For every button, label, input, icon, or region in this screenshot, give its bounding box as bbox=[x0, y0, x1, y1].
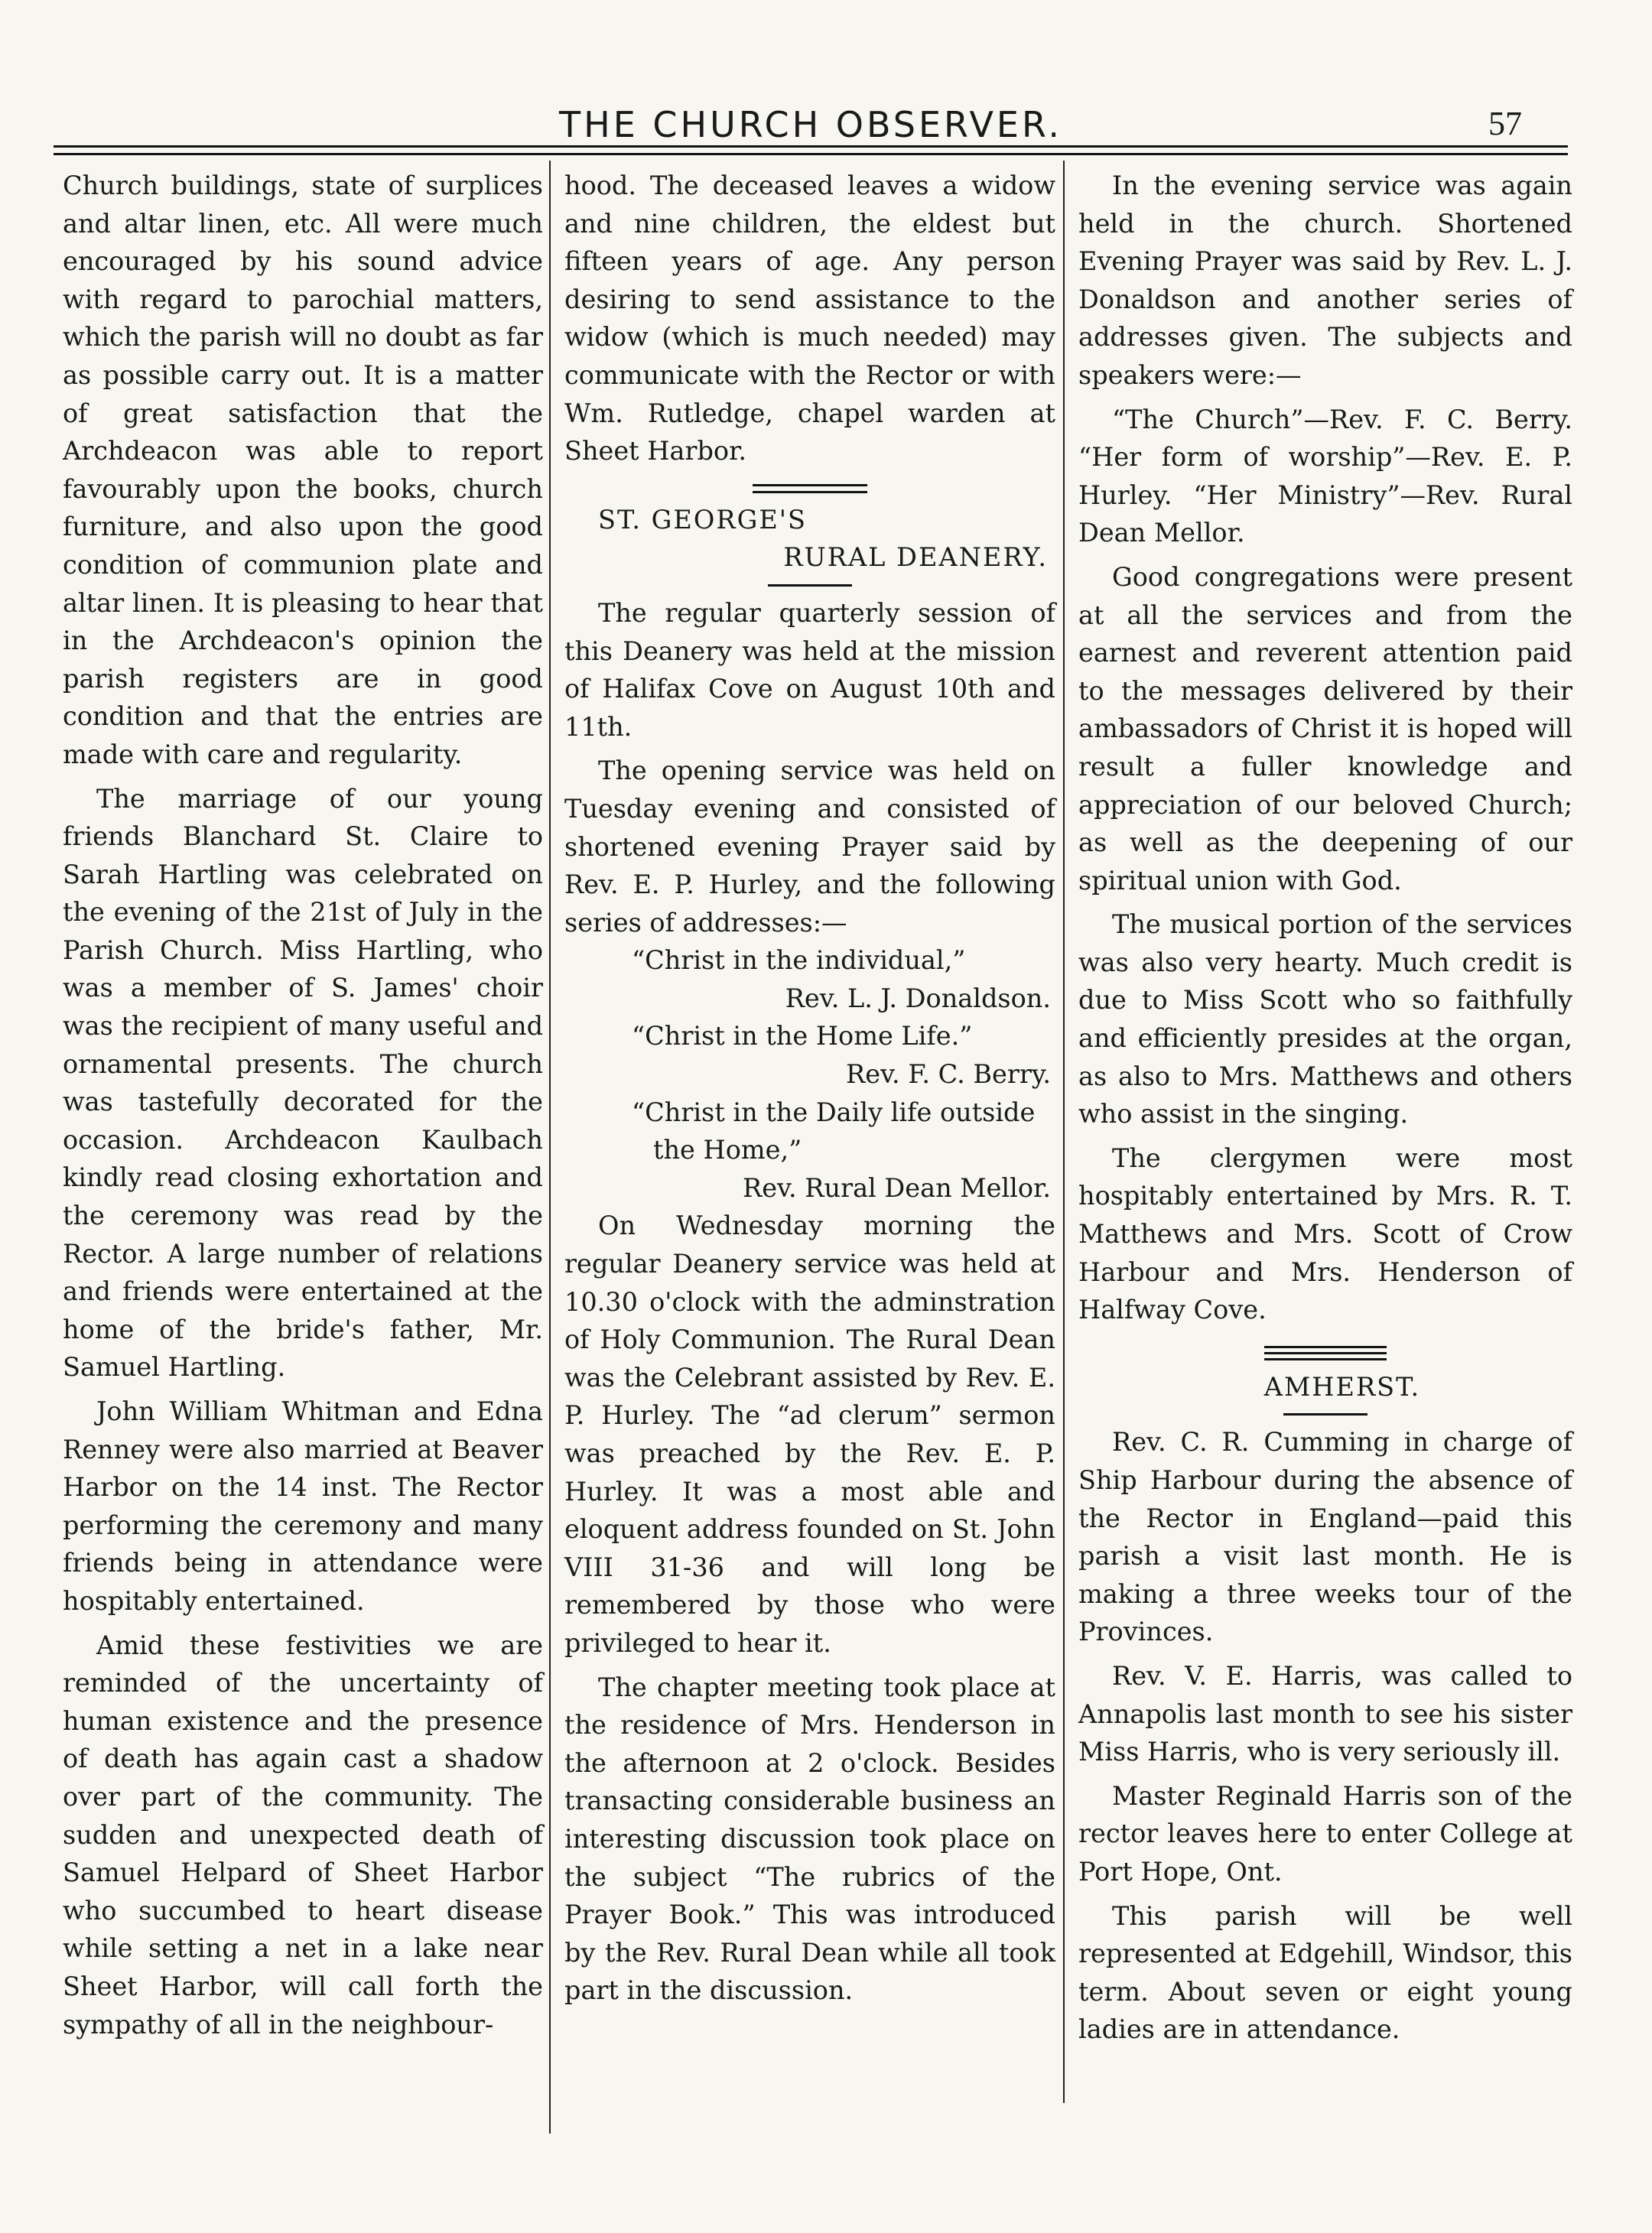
article-paragraph: Rev. C. R. Cumming in charge of Ship Harbour during the absence of the Rector in England—paid this parish a visit last month. He is making a three weeks tour of the Provinces. bbox=[1078, 1427, 1572, 1647]
masthead-rule-top bbox=[54, 145, 1568, 148]
article-paragraph: The clergymen were most hospitably entertained by Mrs. R. T. Matthews and Mrs. Scott of Crow Harbour and Mrs. Henderson of Halfway Cove. bbox=[1078, 1143, 1572, 1325]
article-paragraph: This parish will be well represented at Edgehill, Windsor, this term. About seven or eight young ladies are in attendance. bbox=[1078, 1900, 1572, 2045]
column-1 bbox=[63, 167, 543, 2043]
column-divider-2 bbox=[1063, 161, 1065, 2103]
masthead bbox=[54, 99, 1568, 161]
article-paragraph: Master Reginald Harris son of the rector leaves here to enter College at Port Hope, Ont. bbox=[1078, 1780, 1572, 1887]
section-heading-line-2: RURAL DEANERY. bbox=[783, 542, 1048, 573]
article-paragraph: On Wednesday morning the regular Deanery service was held at 10.30 o'clock with the adminstration of Holy Communion. The Rural Dean was the Celebrant assisted by Rev. E. P. Hurley. The “ad clerum” sermon was preached by the Rev. E. P. Hurley. It was a most able and eloquent address founded on St. John VIII 31-36 and will long be remembered by those who were privileged to hear it. bbox=[564, 1211, 1055, 1658]
address-speaker: Rev. Rural Dean Mellor. bbox=[742, 1172, 1051, 1203]
column-divider-1 bbox=[549, 161, 551, 2134]
article-paragraph: The marriage of our young friends Blanchard St. Claire to Sarah Hartling was celebrated on the evening of the 21st of July in the Parish Church. Miss Hartling, who was a member of S. James' choir was the recipient of many useful and ornamental presents. The church was tastefully decorated for the occasion. Archdeacon Kaulbach kindly read closing exhortation and the ceremony was read by the Rector. A large number of relations and friends were entertained at the home of the bride's father, Mr. Samuel Hartling. bbox=[63, 783, 544, 1383]
heading-rule bbox=[1283, 1413, 1367, 1416]
publication-title: THE CHURCH OBSERVER. bbox=[559, 104, 1062, 145]
address-speaker: Rev. F. C. Berry. bbox=[846, 1059, 1051, 1090]
address-title: “Christ in the individual,” bbox=[632, 945, 966, 976]
article-paragraph: Church buildings, state of surplices and altar linen, etc. All were much encouraged by his sound advice with regard to parochial matters, which the parish will no doubt as far as possible carry out. It is a matter of great satisfaction that the Archdeacon was able to report favourably upon the books, church furniture, and also upon the good condition of communion plate and altar linen. It is pleasing to hear that in the Archdeacon's opinion the parish registers are in good condition and that the entries are made with care and regularity. bbox=[63, 171, 543, 769]
section-separator bbox=[753, 484, 867, 493]
address-title-continued: the Home,” bbox=[653, 1135, 802, 1165]
address-title: “Christ in the Home Life.” bbox=[632, 1021, 973, 1051]
article-paragraph: The opening service was held on Tuesday evening and consisted of shortened evening Prayer said by Rev. E. P. Hurley, and the following series of addresses:— bbox=[564, 756, 1055, 938]
address-speaker: Rev. L. J. Donaldson. bbox=[785, 983, 1051, 1013]
article-paragraph: Good congregations were present at all the services and from the earnest and reverent attention paid to the messages delivered by their ambassadors of Christ it is hoped will result a fuller knowledge and appreciation of our beloved Church; as well as the deepening of our spiritual union with God. bbox=[1078, 561, 1572, 895]
article-paragraph: Amid these festivities we are reminded of the uncertainty of human existence and the presence of death has again cast a shadow over part of the community. The sudden and unexpected death of Samuel Helpard of Sheet Harbor who succumbed to heart disease while setting a net in a lake near Sheet Harbor, will call forth the sympathy of all in the neighbour- bbox=[63, 1630, 543, 2040]
page-number: 57 bbox=[1488, 105, 1522, 142]
article-paragraph: John William Whitman and Edna Renney were also married at Beaver Harbor on the 14 inst. The Rector performing the ceremony and many friends being in attendance were hospitably entertained. bbox=[63, 1396, 543, 1616]
column-2 bbox=[564, 167, 1055, 2010]
article-paragraph: The regular quarterly session of this Deanery was held at the mission of Halifax Cove on August 10th and 11th. bbox=[564, 597, 1055, 742]
article-paragraph: Rev. V. E. Harris, was called to Annapolis last month to see his sister Miss Harris, who is very seriously ill. bbox=[1078, 1660, 1572, 1767]
masthead-rule-bottom bbox=[54, 153, 1568, 155]
article-paragraph: In the evening service was again held in the church. Shortened Evening Prayer was said by Rev. L. J. Donaldson and another series of addresses given. The subjects and speakers were:— bbox=[1078, 171, 1572, 390]
article-paragraph: The musical portion of the services was also very hearty. Much credit is due to Miss Scott who so faithfully and efficiently presides at the organ, as also to Mrs. Matthews and others who assist in the singing. bbox=[1078, 909, 1572, 1130]
column-3 bbox=[1078, 167, 1572, 2049]
article-paragraph: The chapter meeting took place at the residence of Mrs. Henderson in the afternoon at 2 o'clock. Besides transacting considerable business an interesting discussion took place on the subject “The rubrics of the Prayer Book.” This was introduced by the Rev. Rural Dean while all took part in the discussion. bbox=[564, 1672, 1055, 2006]
article-paragraph: “The Church”—Rev. F. C. Berry. “Her form of worship”—Rev. E. P. Hurley. “Her Ministry”—Rev. Rural Dean Mellor. bbox=[1078, 404, 1572, 548]
article-paragraph: hood. The deceased leaves a widow and nine children, the eldest but fifteen years of age. Any person desiring to send assistance to the widow (which is much needed) may communicate with the Rector or with Wm. Rutledge, chapel warden at Sheet Harbor. bbox=[564, 171, 1055, 466]
heading-rule bbox=[768, 584, 852, 587]
section-heading: AMHERST. bbox=[1263, 1371, 1421, 1402]
section-heading-line-1: ST. GEORGE'S bbox=[598, 504, 807, 535]
section-separator bbox=[1264, 1346, 1387, 1360]
address-title: “Christ in the Daily life outside bbox=[632, 1097, 1036, 1127]
